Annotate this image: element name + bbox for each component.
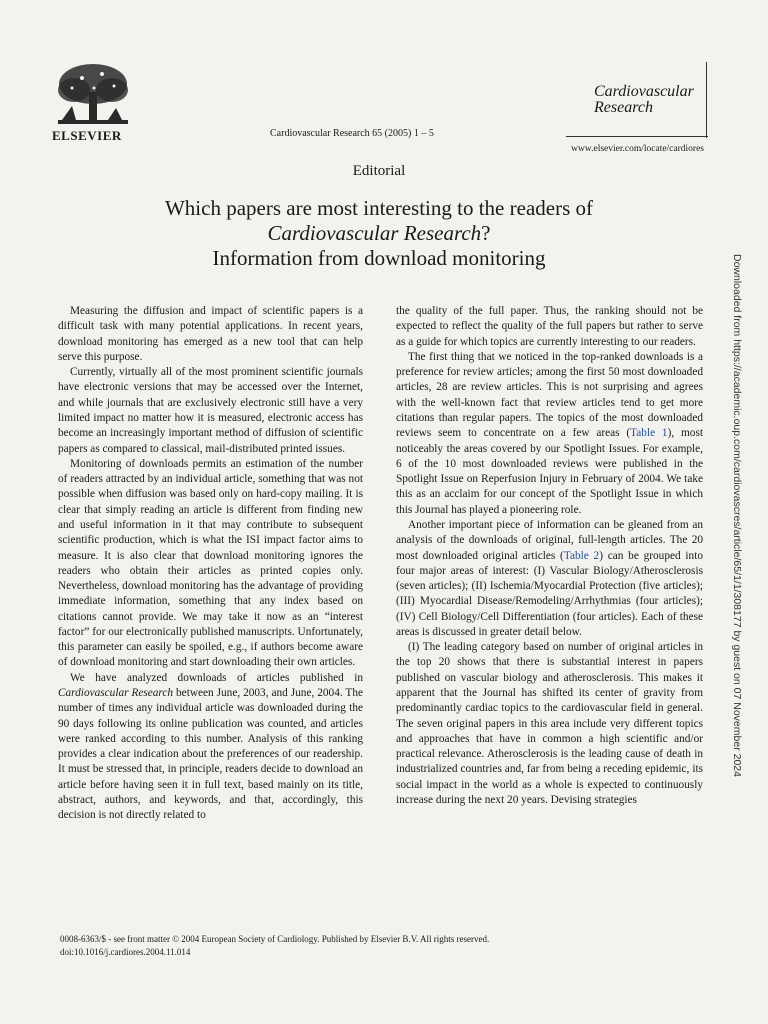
paragraph: (I) The leading category based on number of original articles in the top 20 shows that there is substantial interest in papers published on vascular biology and atherosclerosis. This makes it apparent that the Journal has shifted its center of gravity from predominantly cardiac topics to the cardiovascular field in general. The seven original papers in this area include very different topics and approaches that have in common a high scientific and/or practical relevance. Atherosclerosis is the leading cause of death in industrialized countries and, far from being a receding epidemic, its social impact in the world as a whole is expected to continuously increase during the next 20 years. Devising strategies (396, 641, 703, 806)
paragraph: Measuring the diffusion and impact of scientific papers is a difficult task with many potential applications. In recent years, download monitoring has emerged as a new tool that can help serve this purpose. (58, 305, 363, 363)
journal-logo-divider-vertical (706, 62, 707, 138)
table-1-link[interactable]: Table 1 (630, 427, 668, 440)
text-run: The first thing that we noticed in the top-ranked downloads is a preference for review articles; among the first 50 most downloaded articles, 28 are review articles. This is not surprising and agrees with the well-known fact that review articles tend to get more citations than regular papers. The topics of the most downloaded reviews seem to concentrate on a few areas ( (396, 350, 703, 440)
paragraph: Monitoring of downloads permits an estimation of the number of readers attracted by an individual article, something that was not possible when diffusion was based only on hard-copy mailing. It is clear that simply reading an article is different from finding new and useful information in it that may contribute to subsequent scientific production, which is what the ISI impact factor aims to measure. It is also clear that download monitoring ignores the readers who obtain their articles as printed copies only. Nevertheless, download monitoring has the advantage of providing immediate information, something that any index based on citations cannot provide. We may take it now as an “interest factor” for our electronically published manuscripts. Unfortunately, this parameter can easily be spoiled, e.g., if authors become aware of download monitoring and start downloading their own articles. (58, 457, 363, 669)
paragraph (58, 671, 363, 824)
article-title (60, 196, 698, 271)
title-line2 (60, 221, 698, 246)
journal-logo-line1: Cardiovascular (594, 83, 694, 100)
text-run: Another important piece of information can be gleaned from an analysis of the downloads of original, full-length articles. The 20 most downloaded original articles ( (396, 518, 703, 562)
copyright-line: 0008-6363/$ - see front matter © 2004 European Society of Cardiology. Published by Elsevier B.V. All rights reserved. (60, 934, 490, 944)
journal-logo-divider (566, 136, 708, 137)
journal-name-italic: Cardiovascular Research (58, 687, 174, 700)
paragraph (396, 518, 703, 640)
paragraph (396, 350, 703, 518)
right-column (396, 304, 703, 808)
title-journal-name: Cardiovascular Research (267, 221, 482, 245)
title-line1: Which papers are most interesting to the readers of (164, 196, 593, 220)
left-column (58, 304, 363, 824)
table-2-link[interactable]: Table 2 (563, 549, 600, 562)
elsevier-tree-logo (52, 62, 134, 132)
text-run: We have analyzed downloads of articles published in (70, 671, 363, 684)
footer (60, 933, 489, 959)
text-run: between June, 2003, and June, 2004. The number of times any individual article was downloaded during the 90 days following its online publication was counted, and articles were ranked according to this number. Analysis of this ranking provides a clear indication about the preferences of our readership. It must be stressed that, in principle, readers decide to download an article before having seen it in full text, based mainly on its title, abstract, authors, and keywords, and that, accordingly, this decision is not directly related to (58, 687, 363, 822)
title-line3: Information from download monitoring (212, 246, 546, 270)
journal-logo-line2: Research (594, 99, 653, 116)
text-run: ) can be grouped into four major areas of interest: (I) Vascular Biology/Atherosclerosis (seven articles); (II) Ischemia/Myocardial Protection (five articles); (III) Myocardial Disease/Remodeling/Arrhythmias (four articles); (IV) Cell Biology/Cell Differentiation (four articles). Each of these areas is discussed in greater detail below. (396, 549, 703, 638)
title-question-mark: ? (481, 221, 491, 245)
paragraph: the quality of the full paper. Thus, the ranking should not be expected to reflect the quality of the full papers but rather to serve as a guide for which topics are currently interesting to our readers. (396, 305, 703, 348)
section-label: Editorial (352, 163, 406, 179)
doi-line: doi:10.1016/j.cardiores.2004.11.014 (60, 947, 191, 957)
journal-logo (594, 84, 706, 116)
journal-citation: Cardiovascular Research 65 (2005) 1 – 5 (270, 128, 434, 139)
download-watermark: Downloaded from https://academic.oup.com/cardiovascres/article/65/1/1/308177 by guest on 07 November 2024 (731, 254, 743, 777)
publisher-name: ELSEVIER (52, 128, 122, 143)
journal-url-link[interactable]: www.elsevier.com/locate/cardiores (571, 144, 704, 154)
paragraph: Currently, virtually all of the most prominent scientific journals have electronic versions that may be accessed over the Internet, and while journals that are exclusively electronic still have a very limited impact no matter how it is measured, electronic access has become an increasingly important method of diffusion of scientific papers as compared to classical, mail-distributed printed issues. (58, 366, 363, 455)
text-run: ), most noticeably the areas covered by our Spotlight Issues. For example, 6 of the 10 most downloaded reviews were published in the Spotlight Issue on Reperfusion Injury in February of 2004. We take this as an acclaim for our concept of the Spotlight Issue in which this Journal has played a pioneering role. (396, 427, 703, 516)
